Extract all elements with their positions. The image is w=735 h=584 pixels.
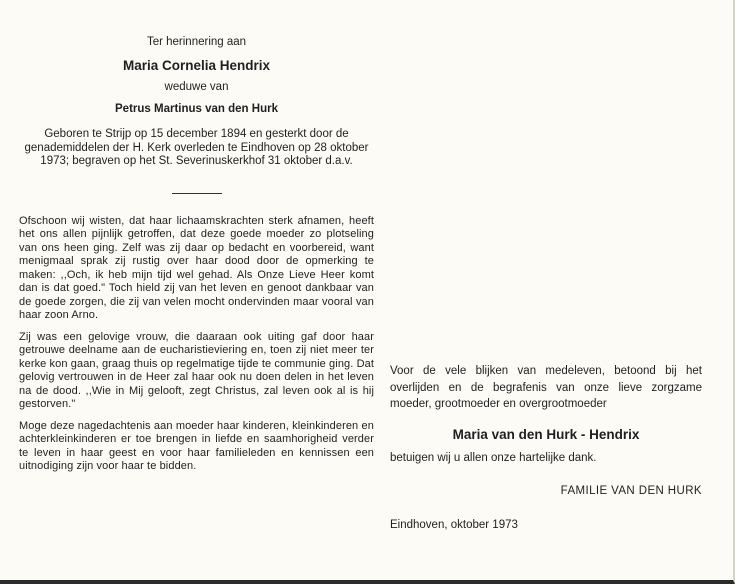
memorial-heading: Ter herinnering aan: [146, 36, 247, 48]
deceased-name: Maria Cornelia Hendrix: [122, 58, 271, 73]
place-date: Eindhoven, oktober 1973: [390, 519, 518, 531]
thanks-intro: Voor de vele blijken van medeleven, betoond bij het overlijden en de begrafenis van onze lieve zorgzame moeder, grootmoeder en overgrootmoeder: [390, 365, 702, 410]
thanks-deceased-name: Maria van den Hurk - Hendrix: [452, 427, 640, 442]
memorial-paragraph: Moge deze nagedachtenis aan moeder haar kinderen, kleinkinderen en achterkleinkinderen er toe brengen in liefde en saamhorigheid verder te leven in haar geest en voor haar familieleden en kennissen een uitnodiging zijn voor haar te bidden.: [19, 419, 374, 472]
memorial-paragraph: Zij was een gelovige vrouw, die daaraan ook uiting gaf door haar getrouwe deelname aan de eucharistieviering en, toen zij niet meer ter kerke kon gaan, graag thuis op regelmatige tijde te communie ging. Dat gelovig vertrouwen in de Heer zal haar ook nu doen delen in het leven na de dood. ,,Wie in Mij gelooft, zegt Christus, zal leven ook al is hij gestorven.": [19, 330, 374, 410]
relation-text: weduwe van: [164, 81, 229, 93]
memorial-left-panel: [19, 30, 374, 474]
memorial-paragraph: Ofschoon wij wisten, dat haar lichaamskrachten sterk afnamen, heeft het ons allen pijnlijk getroffen, dat deze goede moeder zo plotseling van ons heen ging. Zelf was zij daar op bedacht en voorbereid, want menigmaal sprak zij rustig over haar dood door de opmerking te maken: ,,Och, ik heb mijn tijd wel gehad. Als Onze Lieve Heer komt dan is dat goed." Toch hield zij van het leven en genoot dankbaar van de goede zorgen, die zij van velen mocht ondervinden maar vooral van haar zoon Arno.: [19, 214, 374, 321]
spouse-name: Petrus Martinus van den Hurk: [115, 103, 278, 115]
thanks-text: betuigen wij u allen onze hartelijke dank.: [390, 452, 597, 464]
family-signature: FAMILIE VAN DEN HURK: [560, 485, 702, 497]
section-divider: [172, 193, 222, 194]
life-dates-text: Geboren te Strijp op 15 december 1894 en gesterkt door de genademiddelen der H. Kerk overleden te Eindhoven op 28 oktober 1973; begraven op het St. Severinuskerkhof 31 oktober d.a.v.: [24, 128, 369, 167]
